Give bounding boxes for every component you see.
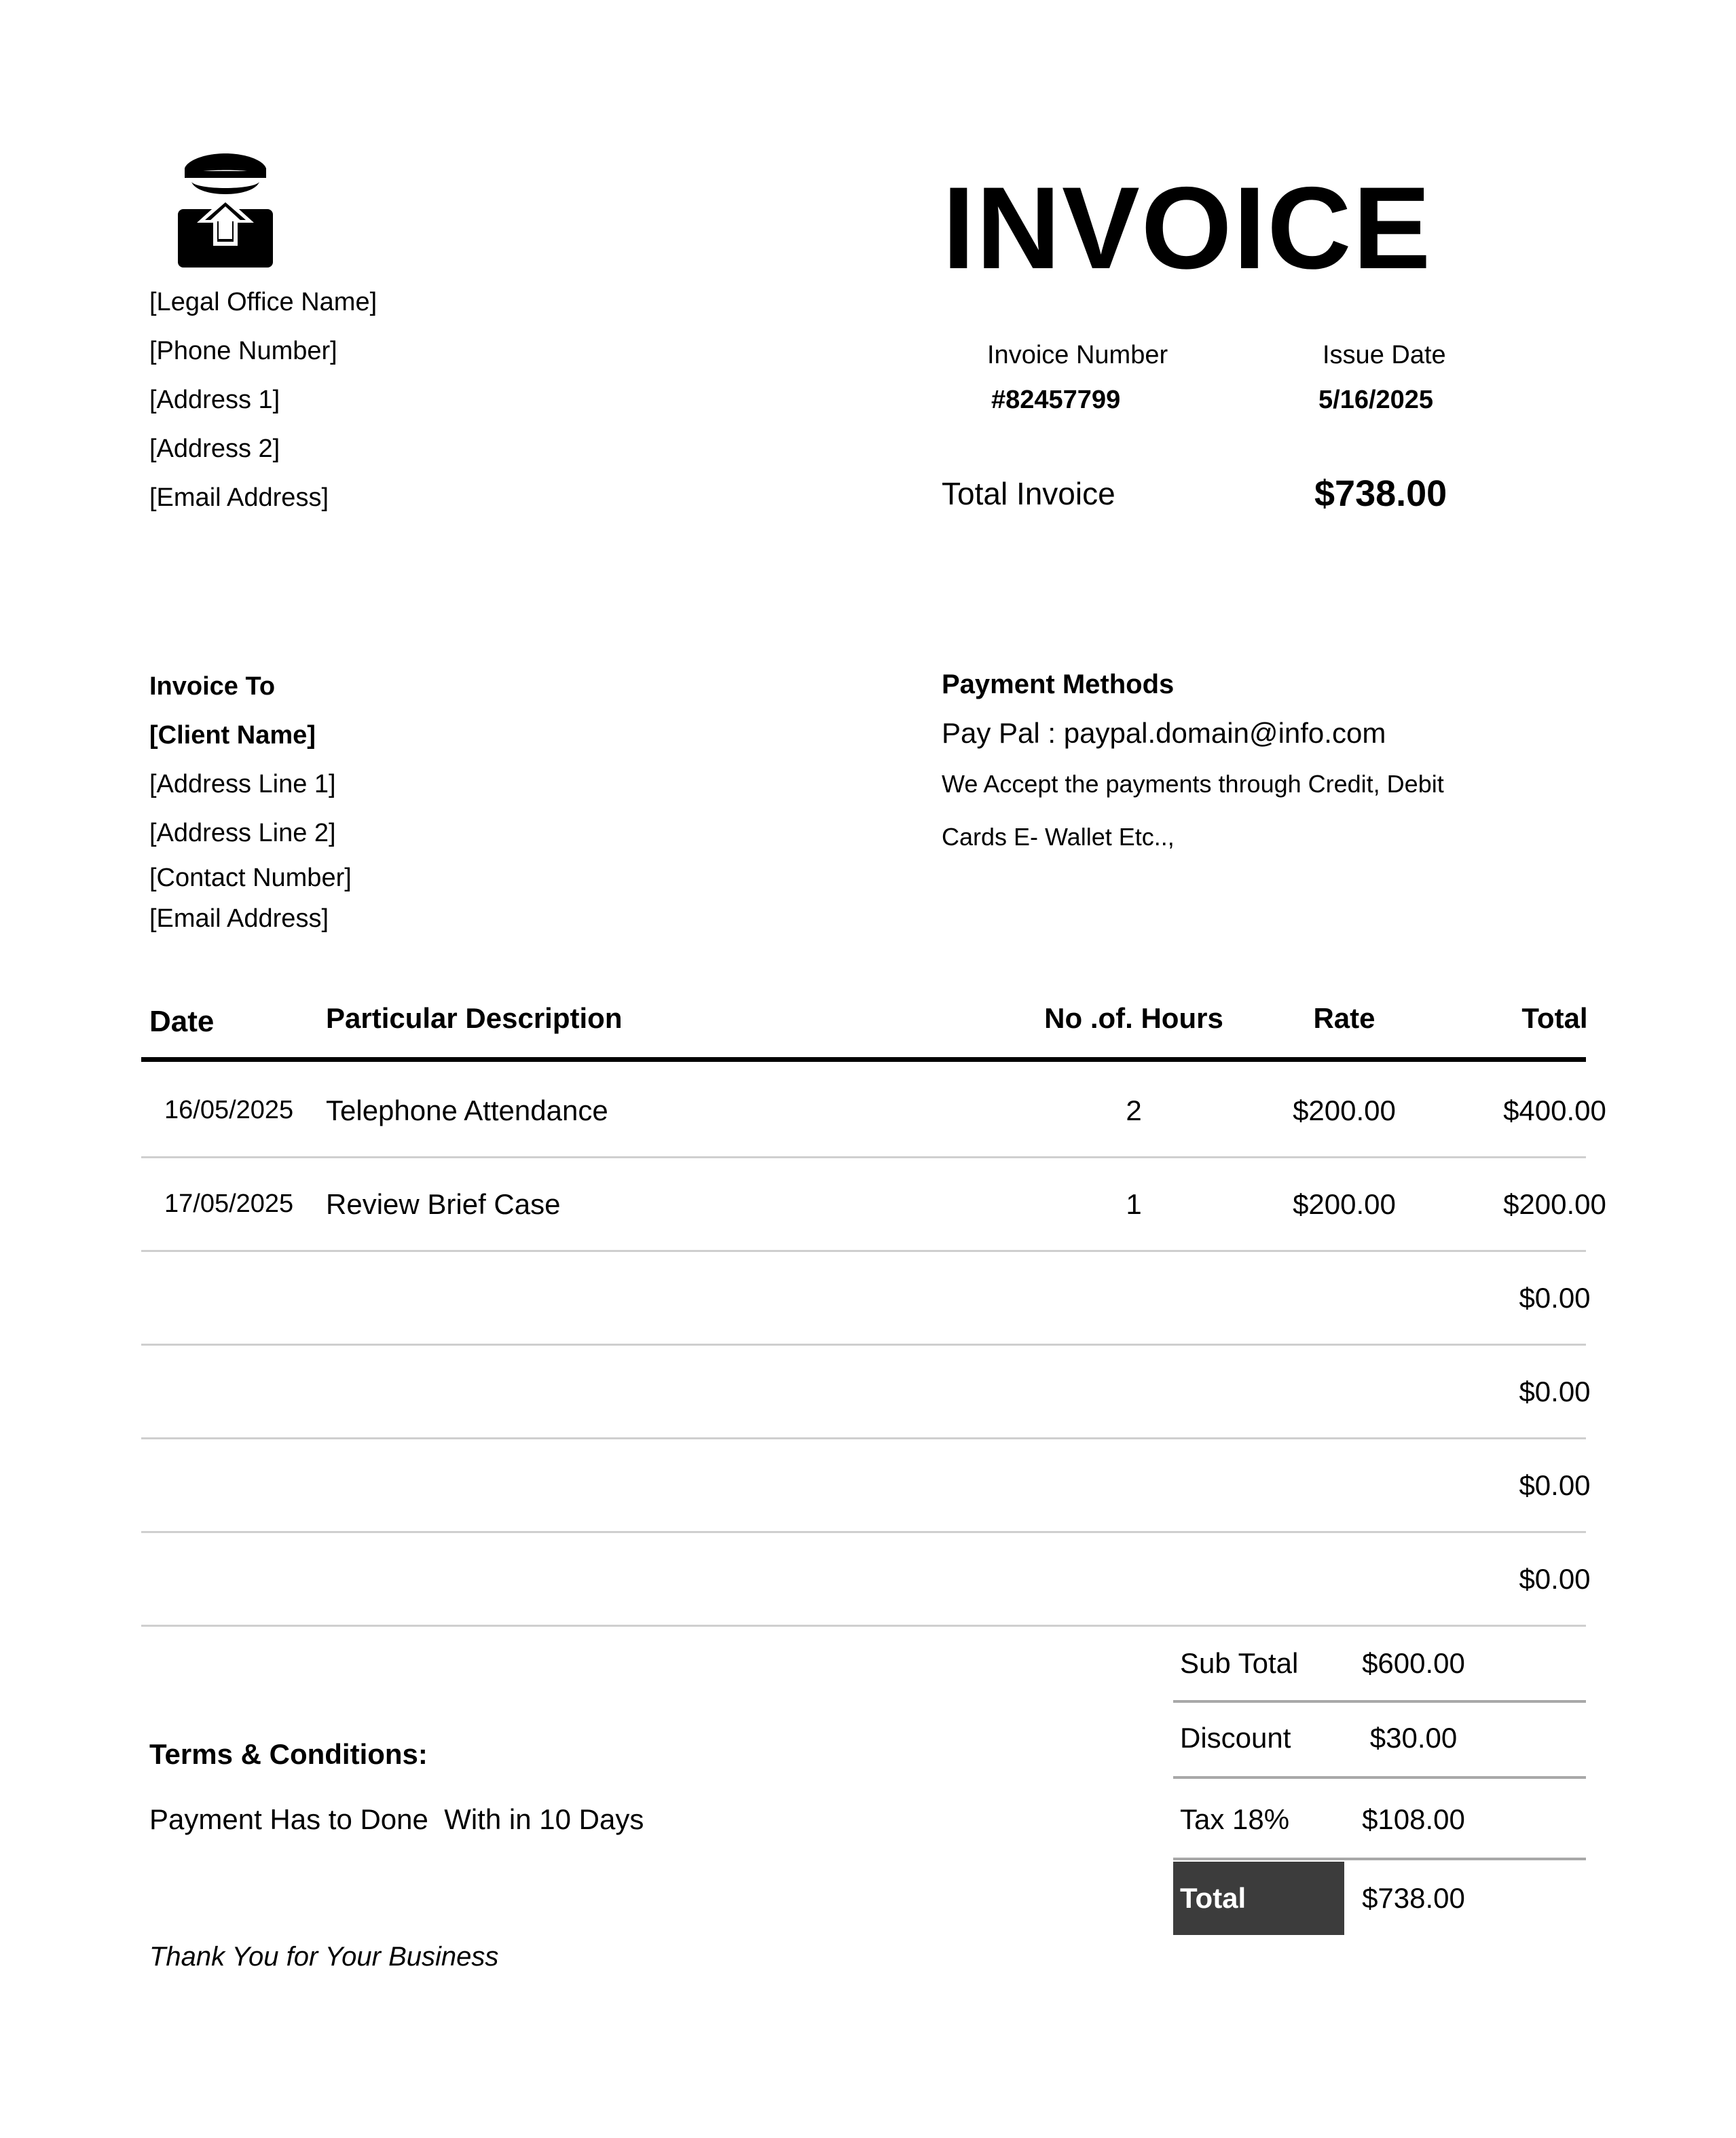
office-name: [Legal Office Name] <box>149 288 377 316</box>
row-rate <box>1249 1533 1439 1625</box>
row-rate <box>1249 1346 1439 1437</box>
row-rate <box>1249 1252 1439 1344</box>
table-row <box>141 1065 1606 1158</box>
row-date: 16/05/2025 <box>164 1096 294 1124</box>
terms-heading: Terms & Conditions: <box>149 1738 428 1770</box>
row-total: $0.00 <box>1519 1469 1591 1501</box>
invoice-to-heading: Invoice To <box>149 672 276 701</box>
row-rate: $200.00 <box>1293 1188 1396 1220</box>
office-email: [Email Address] <box>149 483 329 512</box>
table-row <box>141 1346 1591 1439</box>
office-phone: [Phone Number] <box>149 337 337 365</box>
subtotal-row <box>1173 1624 1586 1703</box>
invoice-number-value: #82457799 <box>991 386 1121 414</box>
total-invoice-value: $738.00 <box>1314 473 1447 514</box>
issue-date-label: Issue Date <box>1323 341 1446 369</box>
table-row <box>141 1158 1606 1252</box>
table-row <box>141 1252 1591 1346</box>
client-email: [Email Address] <box>149 904 329 933</box>
col-header-rate: Rate <box>1313 1002 1375 1034</box>
payment-methods-heading: Payment Methods <box>942 669 1175 699</box>
row-hours: 2 <box>1126 1094 1142 1126</box>
invoice-title: INVOICE <box>942 163 1433 293</box>
row-rate <box>1249 1439 1439 1531</box>
discount-value: $30.00 <box>1369 1722 1458 1754</box>
client-address-1: [Address Line 1] <box>149 770 336 798</box>
subtotal-value: $600.00 <box>1362 1647 1465 1679</box>
row-total: $0.00 <box>1519 1376 1591 1407</box>
row-date: 17/05/2025 <box>164 1190 294 1218</box>
grand-total-label: Total <box>1180 1882 1246 1914</box>
payment-note-line-2: Cards E- Wallet Etc.., <box>942 823 1175 851</box>
col-header-description: Particular Description <box>326 1002 623 1034</box>
payment-note-line-1: We Accept the payments through Credit, Debit <box>942 770 1444 798</box>
row-description: Review Brief Case <box>326 1188 561 1220</box>
tax-label: Tax 18% <box>1180 1803 1290 1835</box>
row-total: $0.00 <box>1519 1563 1591 1595</box>
row-total: $400.00 <box>1503 1094 1606 1126</box>
col-header-total: Total <box>1521 1002 1588 1034</box>
invoice-number-label: Invoice Number <box>987 341 1168 369</box>
office-address-1: [Address 1] <box>149 386 280 414</box>
table-row <box>141 1533 1591 1627</box>
col-header-hours: No .of. Hours <box>1044 1002 1223 1034</box>
thank-you-note: Thank You for Your Business <box>149 1942 499 1972</box>
discount-row <box>1173 1697 1586 1779</box>
tax-value: $108.00 <box>1362 1803 1465 1835</box>
client-name: [Client Name] <box>149 721 316 750</box>
terms-text: Payment Has to Done With in 10 Days <box>149 1803 644 1835</box>
table-header-rule <box>141 1057 1586 1062</box>
subtotal-label: Sub Total <box>1180 1647 1299 1679</box>
table-row <box>141 1439 1591 1533</box>
col-header-date: Date <box>149 1005 215 1038</box>
grand-total-row <box>1173 1862 1586 1935</box>
client-address-2: [Address Line 2] <box>149 819 336 847</box>
row-total: $200.00 <box>1503 1188 1606 1220</box>
row-description: Telephone Attendance <box>326 1094 608 1126</box>
row-hours: 1 <box>1126 1188 1142 1220</box>
paypal-line: Pay Pal : paypal.domain@info.com <box>942 717 1386 749</box>
row-rate: $200.00 <box>1293 1094 1396 1126</box>
office-address-2: [Address 2] <box>149 435 280 463</box>
issue-date-value: 5/16/2025 <box>1318 386 1434 414</box>
client-contact: [Contact Number] <box>149 864 352 892</box>
discount-label: Discount <box>1180 1722 1291 1754</box>
row-total: $0.00 <box>1519 1282 1591 1314</box>
legal-officer-icon <box>178 151 273 268</box>
grand-total-value: $738.00 <box>1362 1882 1465 1914</box>
tax-row <box>1173 1779 1586 1860</box>
total-invoice-label: Total Invoice <box>942 476 1115 511</box>
